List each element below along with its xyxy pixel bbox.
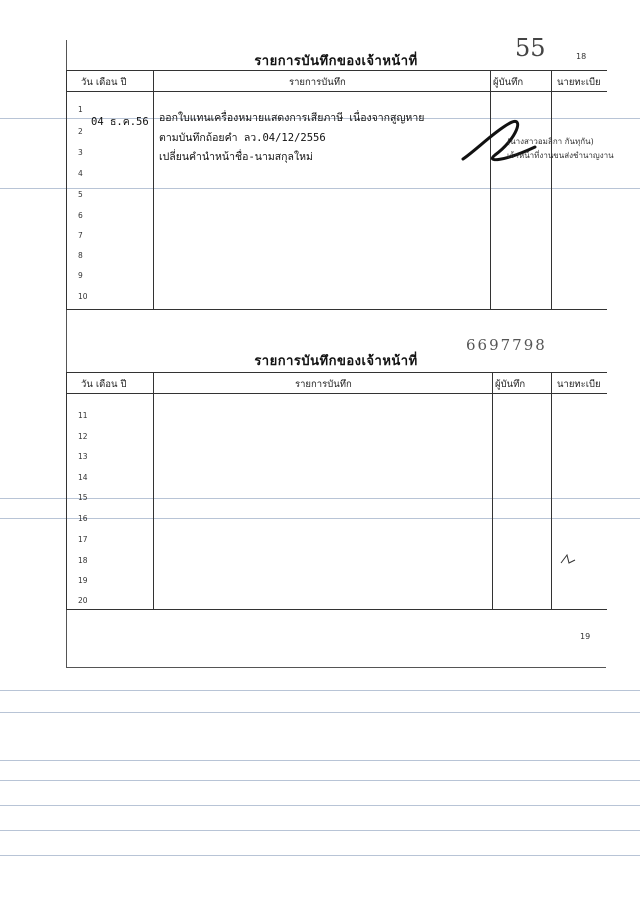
row-number: 11 [78, 411, 88, 420]
entry-line-2: ตามบันทึกถ้อยคำ ลว.04/12/2556 [159, 132, 326, 144]
officer-record-section-top [66, 48, 614, 313]
entry-line-1: ออกใบแทนเครื่องหมายแสดงการเสียภาษี เนื่องจากสูญหาย [159, 112, 425, 124]
row-number: 20 [78, 596, 88, 605]
row-number: 6 [78, 211, 83, 220]
row-number: 12 [78, 432, 88, 441]
handwritten-page-number: 55 [515, 34, 546, 62]
record-table-bottom [66, 372, 607, 610]
row-number: 18 [78, 556, 88, 565]
header-record: รายการบันทึก [289, 77, 346, 88]
row-number: 5 [78, 190, 83, 199]
row-number: 9 [78, 271, 83, 280]
section-title-bottom: รายการบันทึกของเจ้าหน้าที่ [254, 354, 418, 369]
entry-line-3: เปลี่ยนคำนำหน้าชื่อ-นามสกุลใหม่ [159, 151, 313, 163]
header-recorder: ผู้บันทึก [493, 77, 524, 88]
header-date: วัน เดือน ปี [81, 379, 127, 390]
row-number: 14 [78, 473, 88, 482]
header-registrar: นายทะเบีย [557, 77, 601, 88]
stamped-number: 6697798 [466, 336, 547, 354]
row-number: 16 [78, 514, 88, 523]
row-number: 1 [78, 105, 83, 114]
section-title-top: รายการบันทึกของเจ้าหน้าที่ [254, 54, 418, 69]
row-number: 19 [78, 576, 88, 585]
row-number: 2 [78, 127, 83, 136]
record-table-top [66, 70, 614, 310]
officer-stamp-name: (นางสาวอมลิกา กันทุกัน) [507, 137, 594, 146]
table-header-top [67, 71, 607, 92]
row-number: 3 [78, 148, 83, 157]
header-record: รายการบันทึก [295, 379, 352, 390]
row-number: 10 [78, 292, 88, 301]
pen-mark [559, 551, 579, 567]
row-number: 15 [78, 493, 88, 502]
row-number: 13 [78, 452, 88, 461]
header-registrar: นายทะเบีย [557, 379, 601, 390]
entry-date: 04 ธ.ค.56 [91, 116, 149, 128]
table-header-bottom [67, 373, 607, 394]
page-frame-bottom [66, 667, 606, 668]
row-number: 4 [78, 169, 83, 178]
page-number-top: 18 [576, 52, 587, 61]
header-recorder: ผู้บันทึก [495, 379, 526, 390]
row-number: 8 [78, 251, 83, 260]
page-number-bottom: 19 [580, 632, 591, 641]
row-number: 7 [78, 231, 83, 240]
officer-stamp-title: เจ้าหน้าที่งานขนส่งชำนาญงาน [507, 151, 614, 160]
row-number: 17 [78, 535, 88, 544]
header-date: วัน เดือน ปี [81, 77, 127, 88]
officer-record-section-bottom [66, 348, 606, 613]
